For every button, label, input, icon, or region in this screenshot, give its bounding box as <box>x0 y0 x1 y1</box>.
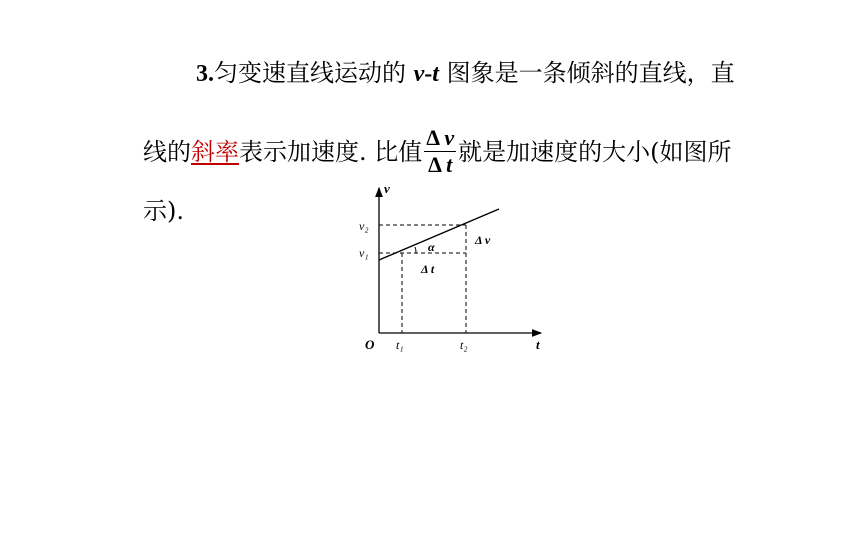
fraction-numerator: Δ v <box>426 125 455 150</box>
angle-arc <box>415 247 416 253</box>
v2-label: v₂ <box>359 219 369 233</box>
line1-text-a: 匀变速直线运动的 <box>214 59 414 87</box>
var-v: v <box>413 61 425 87</box>
var-t: t <box>432 61 439 87</box>
line3-text: 示). <box>143 197 184 225</box>
line2-text-a: 线的 <box>143 138 191 166</box>
v1-label: v₁ <box>359 246 369 260</box>
line2-text-c: 就是加速度的大小(如图所 <box>458 138 732 166</box>
origin-label: O <box>365 337 375 352</box>
dash: - <box>424 61 433 87</box>
alpha-label: α <box>428 240 435 254</box>
t-axis-label: t <box>536 337 540 352</box>
fraction-denominator: Δ t <box>428 152 453 177</box>
t2-label: t₂ <box>460 338 468 352</box>
highlight-slope: 斜率 <box>191 138 239 166</box>
v-axis-label: v <box>384 181 390 196</box>
line1-text-b: 图象是一条倾斜的直线，直 <box>438 59 735 87</box>
delta-v-label: Δ v <box>475 233 491 247</box>
delta-t-label: Δ t <box>421 262 435 276</box>
item-number: 3. <box>196 61 214 87</box>
t1-label: t₁ <box>396 338 404 352</box>
line2-text-b: 表示加速度. 比值 <box>239 138 423 166</box>
